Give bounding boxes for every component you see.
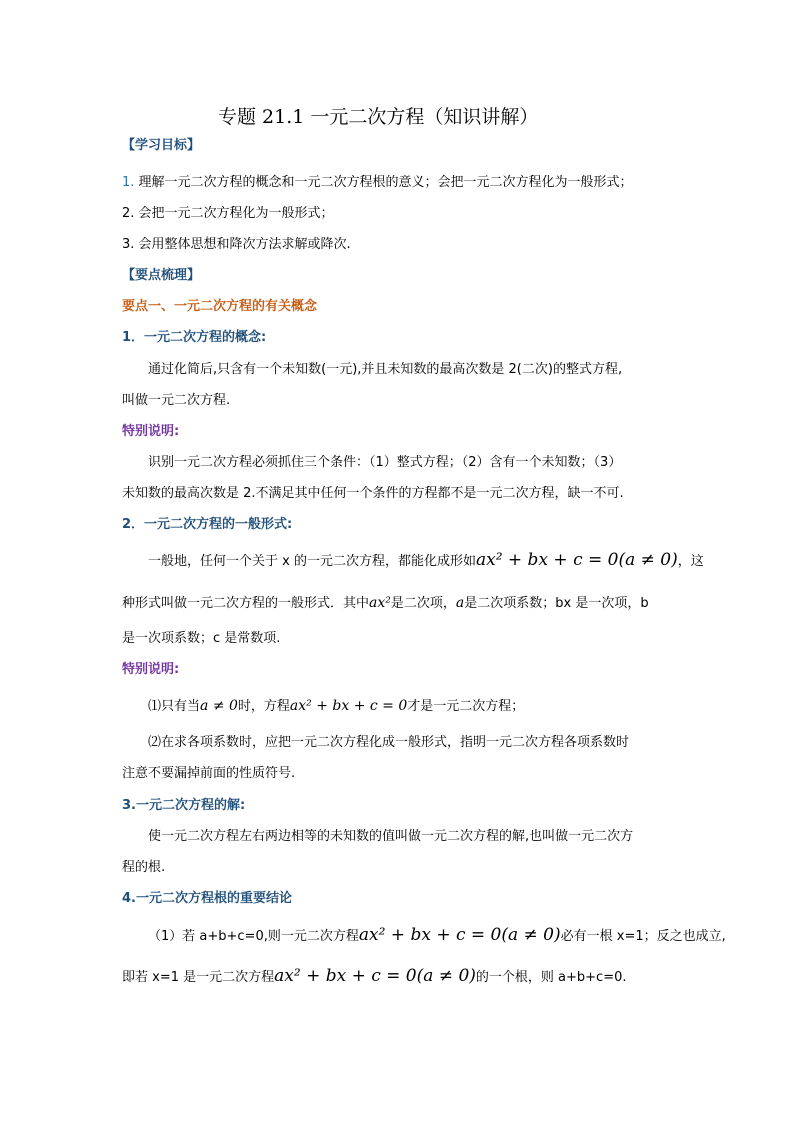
- text-run: 必有一根 x=1；反之也成立,: [560, 929, 726, 944]
- goal-item-3: [122, 236, 351, 254]
- point-1-heading: 要点一、一元二次方程的有关概念: [122, 299, 318, 314]
- section-2-title: 2．一元二次方程的一般形式:: [122, 517, 293, 532]
- text-run: ⑴只有当: [148, 699, 201, 714]
- note-1-line-2: 未知数的最高次数是 2.不满足其中任何一个条件的方程都不是一元二次方程，缺一不可.: [122, 486, 624, 501]
- section-1-para-line-2: 叫做一元二次方程.: [122, 393, 231, 408]
- section-4-line-1: [148, 926, 726, 946]
- coefficient-a: a: [455, 595, 465, 611]
- text-run: 种形式叫做一元二次方程的一般形式．其中: [122, 596, 370, 611]
- goal-item-1: [122, 174, 633, 192]
- goal-text: 理解一元二次方程的概念和一元二次方程根的意义；会把一元二次方程化为一般形式；: [134, 175, 633, 190]
- section-3-line-2: 程的根.: [122, 860, 166, 875]
- text-run: 的一个根，则 a+b+c=0.: [475, 970, 627, 985]
- condition-a-nonzero: a ≠ 0: [200, 698, 238, 714]
- note-1-label: 特别说明:: [122, 424, 180, 439]
- note-1-line-1: 识别一元二次方程必须抓住三个条件：（1）整式方程；（2）含有一个未知数；（3）: [148, 455, 622, 470]
- section-2-line-2: [122, 594, 649, 613]
- note-2-item-1: [148, 697, 524, 716]
- section-4-title: 4.一元二次方程根的重要结论: [122, 891, 292, 906]
- equation-general-form: ax² + bx + c = 0(a ≠ 0): [274, 966, 476, 986]
- quadratic-term: ax²: [369, 595, 391, 611]
- goal-number: 3.: [122, 237, 135, 252]
- text-run: ，这: [677, 554, 704, 569]
- note-2-label: 特别说明:: [122, 662, 180, 677]
- goal-number: 2.: [122, 206, 135, 221]
- note-2-item-2-line-2: 注意不要漏掉前面的性质符号.: [122, 766, 296, 781]
- text-run: 才是一元二次方程；: [407, 699, 525, 714]
- goal-text: 会把一元二次方程化为一般形式；: [134, 206, 334, 221]
- goals-heading: 【学习目标】: [122, 138, 201, 153]
- section-2-line-1: [148, 551, 704, 571]
- section-1-title: 1．一元二次方程的概念:: [122, 330, 267, 345]
- goal-number: 1.: [122, 175, 135, 190]
- section-3-line-1: 使一元二次方程左右两边相等的未知数的值叫做一元二次方程的解,也叫做一元二次方: [148, 829, 634, 844]
- section-3-title: 3.一元二次方程的解:: [122, 798, 246, 813]
- goal-text: 会用整体思想和降次方法求解或降次.: [134, 237, 351, 252]
- page-title: 专题 21.1 一元二次方程（知识讲解）: [218, 106, 539, 128]
- text-run: （1）若 a+b+c=0,则一元二次方程: [148, 929, 359, 944]
- text-run: 是二次项系数；bx 是一次项，b: [464, 596, 649, 611]
- equation-general-form: ax² + bx + c = 0: [289, 698, 408, 714]
- text-run: 一般地，任何一个关于 x 的一元二次方程，都能化成形如: [148, 554, 476, 569]
- note-2-item-2-line-1: ⑵在求各项系数时，应把一元二次方程化成一般形式，指明一元二次方程各项系数时: [148, 735, 630, 750]
- section-4-line-2: [122, 967, 627, 987]
- general-form-equation: ax² + bx + c = 0(a ≠ 0): [475, 550, 678, 570]
- equation-general-form: ax² + bx + c = 0(a ≠ 0): [358, 925, 561, 945]
- outline-heading: 【要点梳理】: [122, 268, 201, 283]
- section-1-para-line-1: 通过化简后,只含有一个未知数(一元),并且未知数的最高次数是 2(二次)的整式方程,: [148, 362, 623, 377]
- text-run: 是二次项，: [390, 596, 456, 611]
- goal-item-2: [122, 205, 334, 223]
- text-run: 即若 x=1 是一元二次方程: [122, 970, 275, 985]
- section-2-line-3: 是一次项系数；c 是常数项.: [122, 631, 281, 646]
- text-run: 时，方程: [237, 699, 290, 714]
